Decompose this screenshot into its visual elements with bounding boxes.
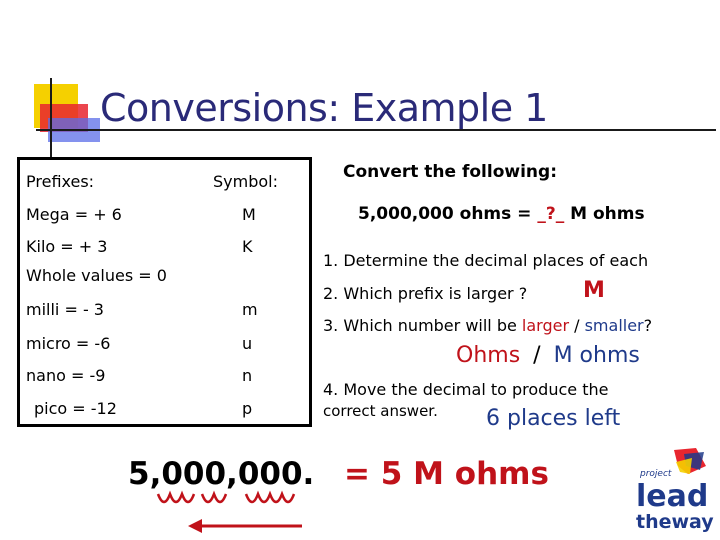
header-symbol: Symbol: <box>213 172 278 191</box>
row-prefix: micro = -6 <box>26 334 111 353</box>
step-2-answer: M <box>583 278 605 303</box>
problem-statement <box>358 204 645 224</box>
row-prefix: Kilo = + 3 <box>26 237 108 256</box>
row-symbol: K <box>242 237 253 256</box>
step-3 <box>323 316 652 335</box>
prefixes-table <box>17 157 312 427</box>
result-number: 5,000,000. <box>128 456 315 492</box>
row-prefix: Whole values = 0 <box>26 266 167 285</box>
decimal-hops-annotation <box>150 488 310 538</box>
row-symbol: M <box>242 205 256 224</box>
step-3-smaller: smaller <box>584 316 644 335</box>
problem-left: 5,000,000 ohms = <box>358 204 538 224</box>
row-prefix: nano = -9 <box>26 366 106 385</box>
step-3-answer <box>456 343 640 368</box>
result-equals: = 5 M ohms <box>344 456 549 492</box>
row-symbol: n <box>242 366 253 385</box>
logo-line-1: project <box>640 469 672 479</box>
row-prefix: milli = - 3 <box>26 300 104 319</box>
step-3-answer-slash: / <box>533 343 541 368</box>
step-3-larger: larger <box>521 316 570 335</box>
arrowhead-icon <box>188 519 202 533</box>
step-4-line-1: 4. Move the decimal to produce the <box>323 380 609 399</box>
step-3-answer-ohms: Ohms <box>456 343 521 368</box>
row-prefix: Mega = + 6 <box>26 205 122 224</box>
step-2: 2. Which prefix is larger ? <box>323 284 528 303</box>
step-1: 1. Determine the decimal places of each <box>323 251 649 270</box>
logo-line-2: lead <box>636 479 709 514</box>
problem-blank: _?_ <box>537 204 565 224</box>
problem-right: M ohms <box>564 204 645 224</box>
step-3-text: 3. Which number will be <box>323 316 522 335</box>
step-4-answer: 6 places left <box>486 406 621 431</box>
step-3-separator: / <box>569 316 585 335</box>
header-prefixes: Prefixes: <box>26 172 95 191</box>
slide-title: Conversions: Example 1 <box>100 86 548 130</box>
row-symbol: m <box>242 300 258 319</box>
pltw-logo-icon <box>626 444 718 536</box>
project-lead-the-way-logo <box>626 444 718 536</box>
hop-arc-icon <box>246 494 294 502</box>
step-3-answer-mohms: M ohms <box>553 343 640 368</box>
logo-line-3: theway <box>636 511 714 533</box>
row-symbol: p <box>242 399 253 418</box>
row-prefix: pico = -12 <box>34 399 117 418</box>
row-symbol: u <box>242 334 253 353</box>
convert-heading: Convert the following: <box>343 162 557 182</box>
hop-arc-icon <box>202 494 226 502</box>
step-3-question: ? <box>643 316 653 335</box>
hop-arc-icon <box>158 494 194 502</box>
title-decoration-vertical-line <box>50 78 52 158</box>
step-4-line-2: correct answer. <box>323 402 438 420</box>
